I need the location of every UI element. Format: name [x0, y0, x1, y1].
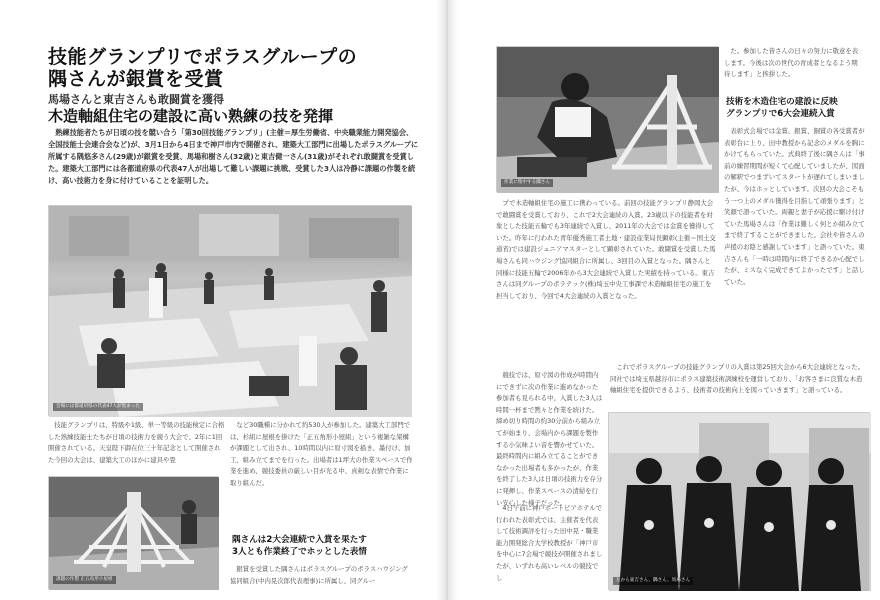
- caption-group: 左から東吉さん、隅さん、馬場さん: [613, 577, 693, 585]
- right-subheading: [726, 96, 872, 120]
- middle-subheading-1: 隅さんは2大会連続で入賞を果たす: [232, 535, 367, 545]
- right-column-c: 競技では、原寸図の作成が時間内にできずに次の作業に進めなかった参加者も見られる中、入賞した3人は時間一杯まで黙々と作業を続けた。締め切り時間の約30分前から組み立てが始まり、会場内から課題を製作する小気味よい音を響かせていた。最終時間内に組み立てることができなかった出場者も多かったが、作業を終了した3人は日頃の技術力を存分に発揮し、作業スペースの清掃を行い安心した様子だった。: [496, 371, 603, 507]
- right-column-top: た。参加した皆さんの日々の努力に敬意を表します。今後は次の世代の育成者となるよう期待します」と挨拶した。: [724, 47, 859, 79]
- right-column-d: 4日午前に神戸ポートピアホテルで行われた表彰式では、主催者を代表して技術調評を行った田中晃・職業能力開発総合大学校教授が「神戸市を中心に7会場で競技が開催されましたが、いずれも高いレベルの競技でし: [496, 504, 603, 582]
- left-column-2: など30職種に分かれて約530人が参加した。建築大工部門では、杉組に屋根を掛けた「正五角形小屋組」という複雑な架構が課題として出され、10時間以内に原寸図を描き、墨付け、加工、組み立てまでを行った。出場者は1坪大の作業スペースで作業を進め、競技委員の厳しい目が光る中、真剣な表情で作業に取り組んだ。: [230, 421, 413, 487]
- caption-worker: 作業に集中する隅さん: [501, 179, 553, 187]
- worker-photo: [496, 46, 718, 192]
- middle-subheading-2: 3人とも作業終了でホッとした表情: [232, 547, 367, 557]
- caption-hall: 会場には都道府県の代表47人が集まった: [53, 403, 143, 411]
- right-subheading-1: 技術を木造住宅の建設に反映: [726, 97, 838, 107]
- right-subheading-2: グランプリで6大会連続入賞: [726, 109, 835, 119]
- middle-subheading: [232, 534, 415, 558]
- headline: [48, 46, 428, 90]
- headline-line-2: 隅さんが銀賞を受賞: [48, 68, 224, 90]
- lead-headline: 木造軸組住宅の建設に高い熟練の技を発揮: [48, 107, 334, 125]
- competition-hall-photo: [48, 205, 411, 416]
- headline-line-1: 技能グランプリでポラスグループの: [48, 46, 358, 68]
- caption-model: 課題の作製 正五角形小屋組: [53, 576, 116, 584]
- lead-paragraph: 熟練技能者たちが日頃の技を競い合う「第30回技能グランプリ」(主催＝厚生労働省、中央職業能力開発協会、全国技能士会連合会など)が、3月1日から4日まで神戸市内で開催され、建築大工部門に出場したポラスグループに所属する隅悠多さん(29歳)が銀賞を受賞、馬場和樹さん(32歳)と東吉健一さん(31歳)がそれぞれ敢闘賞を受賞した。建築大工部門には各都道府県の代表47人が出場して難しい課題に挑戦、受賞した3人は冷静に課題の作製を続け、高い技術力を身に付けていることを証明した。: [48, 128, 419, 185]
- left-column-3: 銀賞を受賞した隅さんはポラスグループのポラスハウジング協同組合(中内晃次郎代表理事)に所属し、同グルー: [230, 565, 408, 585]
- right-column-b: プで木造軸組住宅の施工に携わっている。前回の技能グランプリ静岡大会で敢闘賞を受賞しており、これで2大会連続の入賞。23歳以下の技能者を対象とした技能五輪でも3年連続で入賞し、2011年の大会では金賞を獲得していた。昨年に行われた青年優秀施工者土地・建設産業局長顕彰(主催＝国土交通省)では建設ジュニアマスターとして顕彰されていた。敢闘賞を受賞した馬場さんも同ハウジング協同組合に所属し、3回目の入賞となった。隅さんと同様に技能五輪で2006年から3大会連続で入賞した実績を持っている。東吉さんは同グループのポラテック(株)埼玉中央工事課で木造軸組住宅の施工を担当しており、今回で4大会連続の入賞となった。: [496, 199, 716, 300]
- winners-group-photo: [608, 412, 870, 590]
- right-column-a: 表彰式会場では金賞、銀賞、銅賞の各受賞者が表彰台に上り、田中教授から記念のメダルを胸にかけてもらっていた。式典終了後に隅さんは「事前の練習期間が短くて心配していましたが、図面の解釈でつまずいてスタートが遅れてしまいましたが、今はホッとしています。次回の大会こそもう一つ上のメダル獲得を目指して頑張ります」と笑顔で語っていた。両親と妻子が応援に駆け付けていた馬場さんは「作業は難しく何とか組み立てまで終了することができました。会社や皆さんの声援のお陰と感謝しています」と語っていた。東吉さんも「一時は時間内に終了できるか心配でしたが、ミスなく完成できてよかったです」と話していた。: [724, 127, 865, 286]
- right-page: [452, 0, 880, 600]
- roof-model-photo: [48, 476, 218, 589]
- right-column-e: これでポラスグループの技能グランプリの入賞は第25回大会から6大会連続となった。同社では埼玉県越谷市にポラス建築技術訓練校を運営しており、「お客さまに良質な木造軸組住宅を提供できるよう、技術者の技術向上を図っていきます」と語っている。: [610, 363, 865, 395]
- left-column-1: 技能グランプリは、特級や1級、単一等級の技能検定に合格した熟練技能士たちが日頃の技術力を競う大会で、2年に1回開催されている。天皇陛下御在位三十年記念として開催された今回の大会は、建築大工のほかに建具や畳: [48, 421, 225, 464]
- subheadline: 馬場さんと東吉さんも敢闘賞を獲得: [48, 93, 224, 106]
